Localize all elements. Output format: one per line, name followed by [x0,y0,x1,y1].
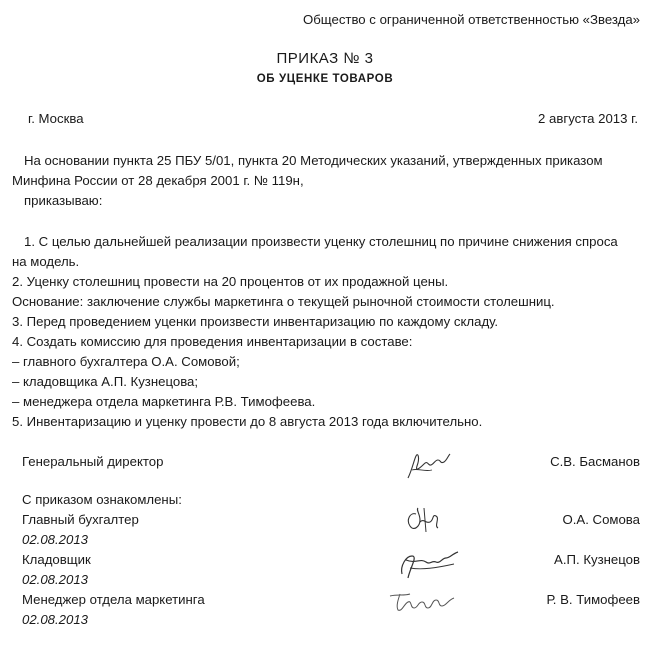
director-name: С.В. Басманов [550,454,640,469]
organization-name: Общество с ограниченной ответственностью «Звезда» [302,12,640,27]
acquainted-heading: С приказом ознакомлены: [22,492,182,507]
signer-1-name: О.А. Сомова [562,512,640,527]
director-title: Генеральный директор [22,454,164,469]
commission-member-2: – кладовщика А.П. Кузнецова; [12,374,199,389]
order-word: приказываю: [24,193,103,208]
item-3: 3. Перед проведением уценки произвести инвентаризацию по каждому складу. [12,314,499,329]
signer-1-position: Главный бухгалтер [22,512,139,527]
item-4: 4. Создать комиссию для проведения инвентаризации в составе: [12,334,413,349]
signer-2-date: 02.08.2013 [22,572,89,587]
document-subtitle: ОБ УЦЕНКЕ ТОВАРОВ [256,73,394,85]
item-5: 5. Инвентаризацию и уценку провести до 8 августа 2013 года включительно. [12,414,483,429]
signer-3-signature [388,588,458,616]
signer-3-name: Р. В. Тимофеев [546,592,640,607]
signer-2-name: А.П. Кузнецов [554,552,640,567]
commission-member-3: – менеджера отдела маркетинга Р.В. Тимофеева. [12,394,316,409]
basis-line-2: Минфина России от 28 декабря 2001 г. № 119н, [12,173,304,188]
item-2-basis: Основание: заключение службы маркетинга о текущей рыночной стоимости столешниц. [12,294,555,309]
item-1-line-2: на модель. [12,254,80,269]
document-date: 2 августа 2013 г. [538,111,638,126]
item-2: 2. Уценку столешниц провести на 20 процентов от их продажной цены. [12,274,449,289]
signer-1-signature [404,504,444,538]
director-signature [404,448,452,484]
signer-2-signature [396,548,460,584]
document-title: ПРИКАЗ № 3 [276,50,374,67]
item-1-line-1: 1. С целью дальнейшей реализации произвести уценку столешниц по причине снижения спроса [24,234,618,249]
document-city: г. Москва [28,111,84,126]
signer-3-position: Менеджер отдела маркетинга [22,592,205,607]
basis-line-1: На основании пункта 25 ПБУ 5/01, пункта 20 Методических указаний, утвержденных приказом [24,153,603,168]
commission-member-1: – главного бухгалтера О.А. Сомовой; [12,354,240,369]
signer-1-date: 02.08.2013 [22,532,89,547]
signer-2-position: Кладовщик [22,552,91,567]
signer-3-date: 02.08.2013 [22,612,89,627]
